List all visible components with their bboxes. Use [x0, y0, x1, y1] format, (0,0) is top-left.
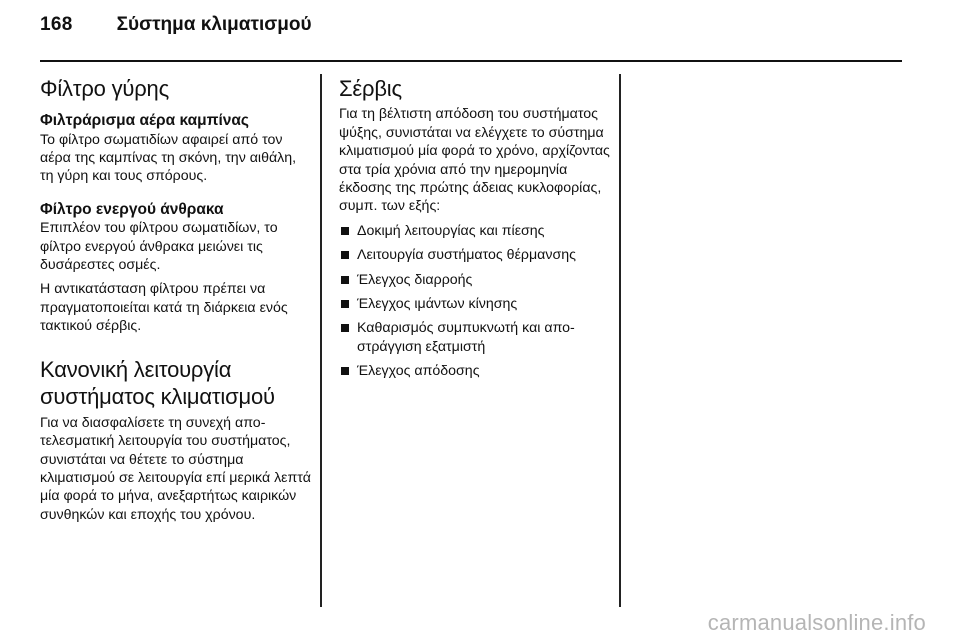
- section-title-service: Σέρβις: [339, 76, 402, 101]
- header-rule: [40, 60, 902, 62]
- paragraph-filter-replacement: Η αντικατάσταση φίλτρου πρέπει να πραγματοποιείται κατά τη διάρκεια ενός τακτικού σέρβις.: [40, 281, 288, 335]
- chapter-title: Σύστημα κλιματισμού: [116, 14, 312, 35]
- column-divider-right: [619, 74, 621, 607]
- paragraph-normal-operation: Για να διασφαλίσετε τη συνεχή αποτελεσματική λειτουργία του συστήματος, συνιστάται να θέτετε το σύστημα κλιματισμού σε λειτουργία επί μερικά λεπτά μία φορά το μήνα, ανεξαρτήτως καιρικών συνθηκών και εποχής του χρόνου.: [40, 414, 311, 523]
- list-item: Έλεγχος διαρροής: [339, 271, 615, 289]
- middle-column: [339, 76, 615, 387]
- bullet-square-icon: [341, 227, 349, 235]
- paragraph-carbon-filter: Επιπλέον του φίλτρου σωματιδίων, το φίλτρο ενεργού άνθρακα μειώνει τις δυσάρεστες οσμές.: [40, 220, 278, 274]
- list-item: Δοκιμή λειτουργίας και πίεσης: [339, 222, 615, 240]
- section-title-pollen-filter: Φίλτρο γύρης: [40, 76, 169, 101]
- service-checklist: [339, 222, 615, 381]
- section-title-normal-operation: Κανονική λειτουργία συστήματος κλιματισμού: [40, 356, 275, 409]
- subsection-title-cabin-air: Φιλτράρισμα αέρα καμπίνας: [40, 112, 249, 130]
- page-number: 168: [40, 14, 73, 35]
- bullet-square-icon: [341, 276, 349, 284]
- bullet-square-icon: [341, 251, 349, 259]
- paragraph-service-intro: Για τη βέλτιστη απόδοση του συστήματος ψύξης, συνιστάται να ελέγχετε το σύστημα κλιματισμού μία φορά το χρόνο, αρχίζοντας στα τρία χρόνια από την ημερομηνία έκδοσης της πρώτης άδειας κυκλοφορίας, συμπ. των εξής:: [339, 106, 610, 215]
- list-item: Έλεγχος ιμάντων κίνησης: [339, 295, 615, 313]
- list-item: Λειτουργία συστήματος θέρμανσης: [339, 246, 615, 264]
- list-item: Καθαρισμός συμπυκνωτή και αποστράγγιση εξατμιστή: [339, 319, 615, 356]
- page-header: [40, 14, 312, 54]
- watermark: carmanualsonline.info: [707, 610, 926, 635]
- column-divider-left: [320, 74, 322, 607]
- bullet-square-icon: [341, 300, 349, 308]
- bullet-square-icon: [341, 367, 349, 375]
- paragraph-cabin-air: Το φίλτρο σωματιδίων αφαιρεί από τον αέρα της καμπίνας τη σκόνη, την αιθάλη, τη γύρη και τους σπόρους.: [40, 131, 297, 185]
- left-column: [40, 76, 312, 524]
- bullet-square-icon: [341, 324, 349, 332]
- list-item: Έλεγχος απόδοσης: [339, 362, 615, 380]
- subsection-title-carbon-filter: Φίλτρο ενεργού άνθρακα: [40, 200, 224, 218]
